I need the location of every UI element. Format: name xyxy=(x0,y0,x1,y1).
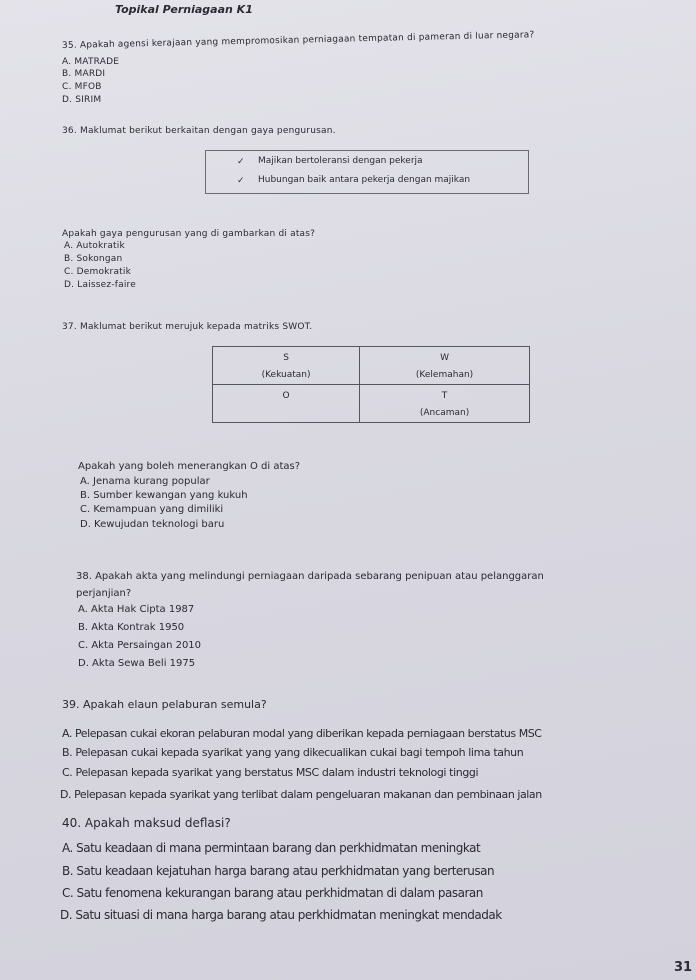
question-38-cont: perjanjian? xyxy=(76,588,132,599)
option-39d: D. Pelepasan kepada syarikat yang terlibat dalam pengeluaran makanan dan pembinaan jalan xyxy=(60,788,542,801)
question-36: Apakah gaya pengurusan yang di gambarkan di atas? xyxy=(62,229,316,239)
check-icon: ✓ xyxy=(237,176,245,186)
swot-cell-w: W (Kelemahan) xyxy=(360,347,530,385)
question-37: Apakah yang boleh menerangkan O di atas? xyxy=(78,461,301,472)
option-38d: D. Akta Sewa Beli 1975 xyxy=(78,658,196,669)
page-title: Topikal Perniagaan K1 xyxy=(115,3,253,16)
option-36a: A. Autokratik xyxy=(64,241,125,251)
option-40b: B. Satu keadaan kejatuhan harga barang atau perkhidmatan yang berterusan xyxy=(62,864,495,878)
check-icon: ✓ xyxy=(237,157,245,167)
question-35: 35. Apakah agensi kerajaan yang mempromosikan perniagaan tempatan di pameran di luar negara? xyxy=(61,30,535,51)
option-36c: C. Demokratik xyxy=(64,267,132,277)
page-number: 31 xyxy=(674,960,693,975)
question-37-intro: 37. Maklumat berikut merujuk kepada matriks SWOT. xyxy=(62,322,313,332)
info-box xyxy=(205,150,529,194)
option-38a: A. Akta Hak Cipta 1987 xyxy=(78,604,195,615)
swot-cell-s: S (Kekuatan) xyxy=(213,347,360,385)
info-item: Majikan bertoleransi dengan pekerja xyxy=(258,156,423,166)
option-35b: B. MARDI xyxy=(62,69,106,79)
option-39a: A. Pelepasan cukai ekoran pelaburan modal yang diberikan kepada perniagaan berstatus MSC xyxy=(62,727,542,740)
option-38c: C. Akta Persaingan 2010 xyxy=(78,640,202,651)
option-37a: A. Jenama kurang popular xyxy=(80,476,210,487)
option-36b: B. Sokongan xyxy=(64,254,123,264)
question-40: 40. Apakah maksud deflasi? xyxy=(62,816,231,830)
option-36d: D. Laissez-faire xyxy=(64,280,136,290)
question-36-intro: 36. Maklumat berikut berkaitan dengan gaya pengurusan. xyxy=(62,126,336,136)
option-37b: B. Sumber kewangan yang kukuh xyxy=(80,490,248,501)
option-40d: D. Satu situasi di mana harga barang atau perkhidmatan meningkat mendadak xyxy=(60,908,502,922)
option-35a: A. MATRADE xyxy=(62,57,120,67)
info-item: Hubungan baik antara pekerja dengan majikan xyxy=(258,175,471,185)
swot-cell-t: T (Ancaman) xyxy=(360,385,530,423)
option-37c: C. Kemampuan yang dimiliki xyxy=(80,504,224,515)
question-39: 39. Apakah elaun pelaburan semula? xyxy=(62,698,267,711)
option-40c: C. Satu fenomena kekurangan barang atau perkhidmatan di dalam pasaran xyxy=(62,886,483,900)
option-40a: A. Satu keadaan di mana permintaan barang dan perkhidmatan meningkat xyxy=(62,841,481,855)
option-35d: D. SIRIM xyxy=(62,95,102,105)
swot-table xyxy=(212,346,530,423)
option-37d: D. Kewujudan teknologi baru xyxy=(80,519,225,530)
question-38: 38. Apakah akta yang melindungi perniagaan daripada sebarang penipuan atau pelanggaran xyxy=(76,571,544,582)
option-35c: C. MFOB xyxy=(62,82,102,92)
option-38b: B. Akta Kontrak 1950 xyxy=(78,622,185,633)
option-39b: B. Pelepasan cukai kepada syarikat yang yang dikecualikan cukai bagi tempoh lima tahun xyxy=(62,746,524,759)
option-39c: C. Pelepasan kepada syarikat yang berstatus MSC dalam industri teknologi tinggi xyxy=(62,766,479,779)
swot-cell-o: O xyxy=(213,385,360,423)
